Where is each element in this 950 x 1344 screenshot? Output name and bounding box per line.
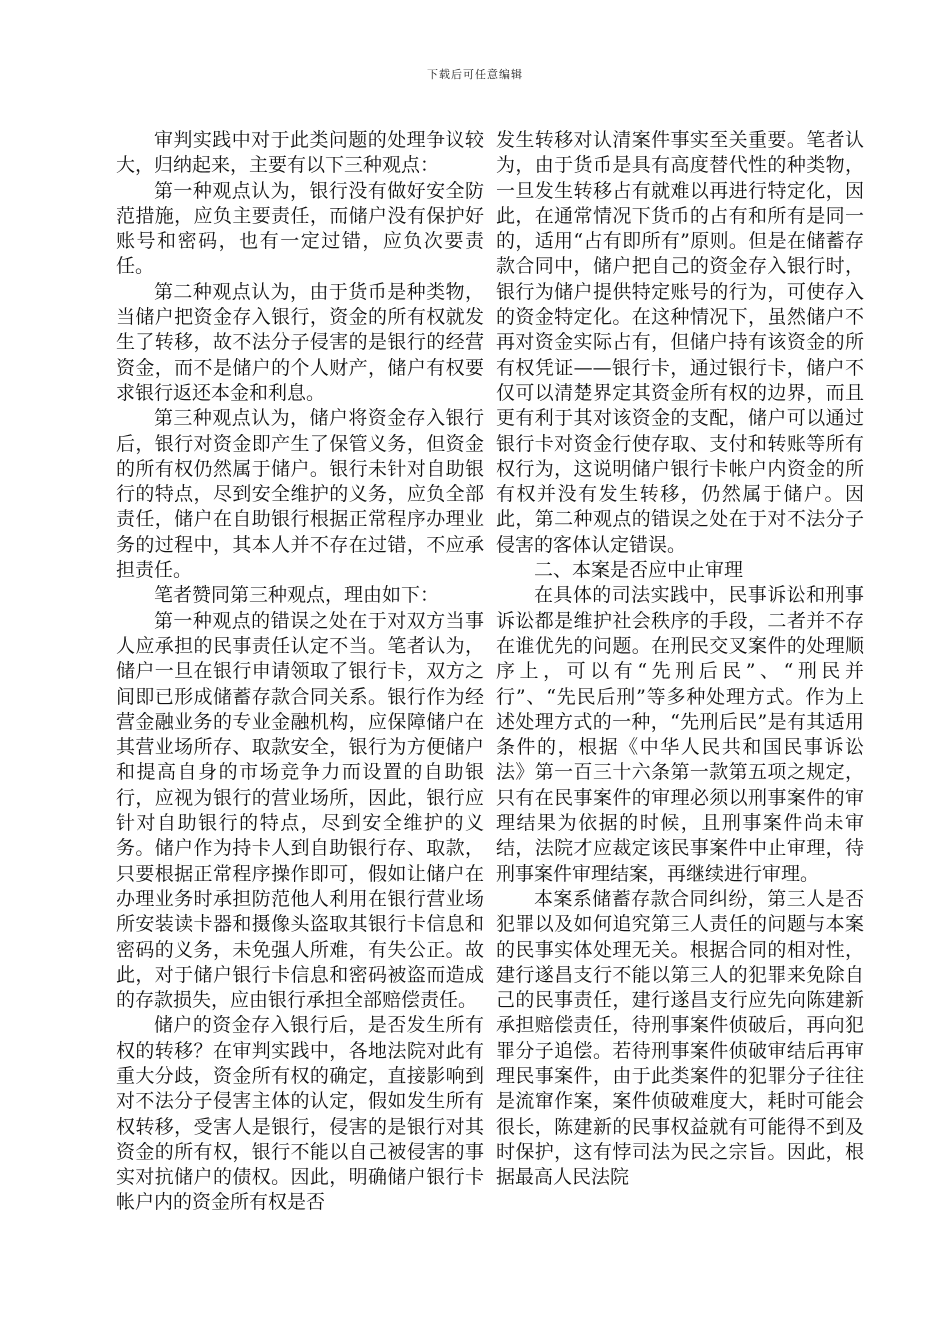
paragraph-continued: 发生转移对认清案件事实至关重要。笔者认为，由于货币是具有高度替代性的种类物，一旦发生转移占有就难以再进行特定化，因此，在通常情况下货币的占有和所有是同一的，适用“占有即所有”原则。但是在储蓄存款合同中，储户把自己的资金存入银行时，银行为储户提供特定账号的行为，可使存入的资金特定化。在这种情况下，虽然储户不再对资金实际占有，但储户持有该资金的所有权凭证——银行卡，通过银行卡，储户不仅可以清楚界定其资金所有权的边界，而且更有利于其对该资金的支配，储户可以通过银行卡对资金行使存取、支付和转账等所有权行为，这说明储户银行卡帐户内资金的所有权并没有发生转移，仍然属于储户。因此，第二种观点的错误之处在于对不法分子侵害的客体认定错误。 — [496, 129, 864, 556]
section-heading: 二、本案是否应中止审理 — [534, 559, 744, 582]
left-column — [116, 128, 484, 1216]
paragraph: 第一种观点认为，银行没有做好安全防范措施，应负主要责任，而储户没有保护好账号和密码，也有一定过错，应负次要责任。 — [116, 179, 484, 278]
paragraph: 在具体的司法实践中，民事诉讼和刑事诉讼都是维护社会秩序的手段，二者并不存在谁优先的问题。在刑民交叉案件的处理顺序上，可以有“先刑后民”、“刑民并行”、“先民后刑”等多种处理方式。作为上述处理方式的一种，“先刑后民”是有其适用条件的，根据《中华人民共和国民事诉讼法》第一百三十六条第一款第五项之规定，只有在民事案件的审理必须以刑事案件的审理结果为依据的时候，且刑事案件尚未审结，法院才应裁定该民事案件中止审理，待刑事案件审理结案，再继续进行审理。 — [496, 584, 864, 885]
right-column — [496, 128, 864, 1190]
page-header: 下载后可任意编辑 — [427, 68, 523, 81]
paragraph: 审判实践中对于此类问题的处理争议较大，归纳起来，主要有以下三种观点： — [116, 129, 484, 177]
paragraph: 笔者赞同第三种观点，理由如下： — [154, 584, 440, 607]
paragraph: 储户的资金存入银行后，是否发生所有权的转移？在审判实践中，各地法院对此有重大分歧，资金所有权的确定，直接影响到对不法分子侵害主体的认定，假如发生所有权转移，受害人是银行，侵害的是银行对其资金的所有权，银行不能以自己被侵害的事实对抗储户的债权。因此，明确储户银行卡帐户内的资金所有权是否 — [116, 1014, 484, 1214]
paragraph: 第二种观点认为，由于货币是种类物，当储户把资金存入银行，资金的所有权就发生了转移，故不法分子侵害的是银行的经营资金，而不是储户的个人财产，储户有权要求银行返还本金和利息。 — [116, 280, 484, 404]
paragraph: 第一种观点的错误之处在于对双方当事人应承担的民事责任认定不当。笔者认为，储户一旦在银行申请领取了银行卡，双方之间即已形成储蓄存款合同关系。银行作为经营金融业务的专业金融机构，应保障储户在其营业场所存、取款安全，银行为方便储户和提高自身的市场竞争力而设置的自助银行，应视为银行的营业场所，因此，银行应针对自助银行的特点，尽到安全维护的义务。储户作为持卡人到自助银行存、取款，只要根据正常程序操作即可，假如让储户在办理业务时承担防范他人利用在银行营业场所安装读卡器和摄像头盗取其银行卡信息和密码的义务，未免强人所难，有失公正。故此，对于储户银行卡信息和密码被盗而造成的存款损失，应由银行承担全部赔偿责任。 — [116, 609, 484, 1012]
paragraph: 本案系储蓄存款合同纠纷，第三人是否犯罪以及如何追究第三人责任的问题与本案的民事实体处理无关。根据合同的相对性，建行遂昌支行不能以第三人的犯罪来免除自己的民事责任，建行遂昌支行应先向陈建新承担赔偿责任，待刑事案件侦破后，再向犯罪分子追偿。若待刑事案件侦破审结后再审理民事案件，由于此类案件的犯罪分子往往是流窜作案，案件侦破难度大，耗时可能会很长，陈建新的民事权益就有可能得不到及时保护，这有悖司法为民之宗旨。因此，根据最高人民法院 — [496, 887, 864, 1189]
paragraph: 第三种观点认为，储户将资金存入银行后，银行对资金即产生了保管义务，但资金的所有权仍然属于储户。银行未针对自助银行的特点，尽到安全维护的义务，应负全部责任，储户在自助银行根据正常程序办理业务的过程中，其本人并不存在过错，不应承担责任。 — [116, 407, 484, 582]
